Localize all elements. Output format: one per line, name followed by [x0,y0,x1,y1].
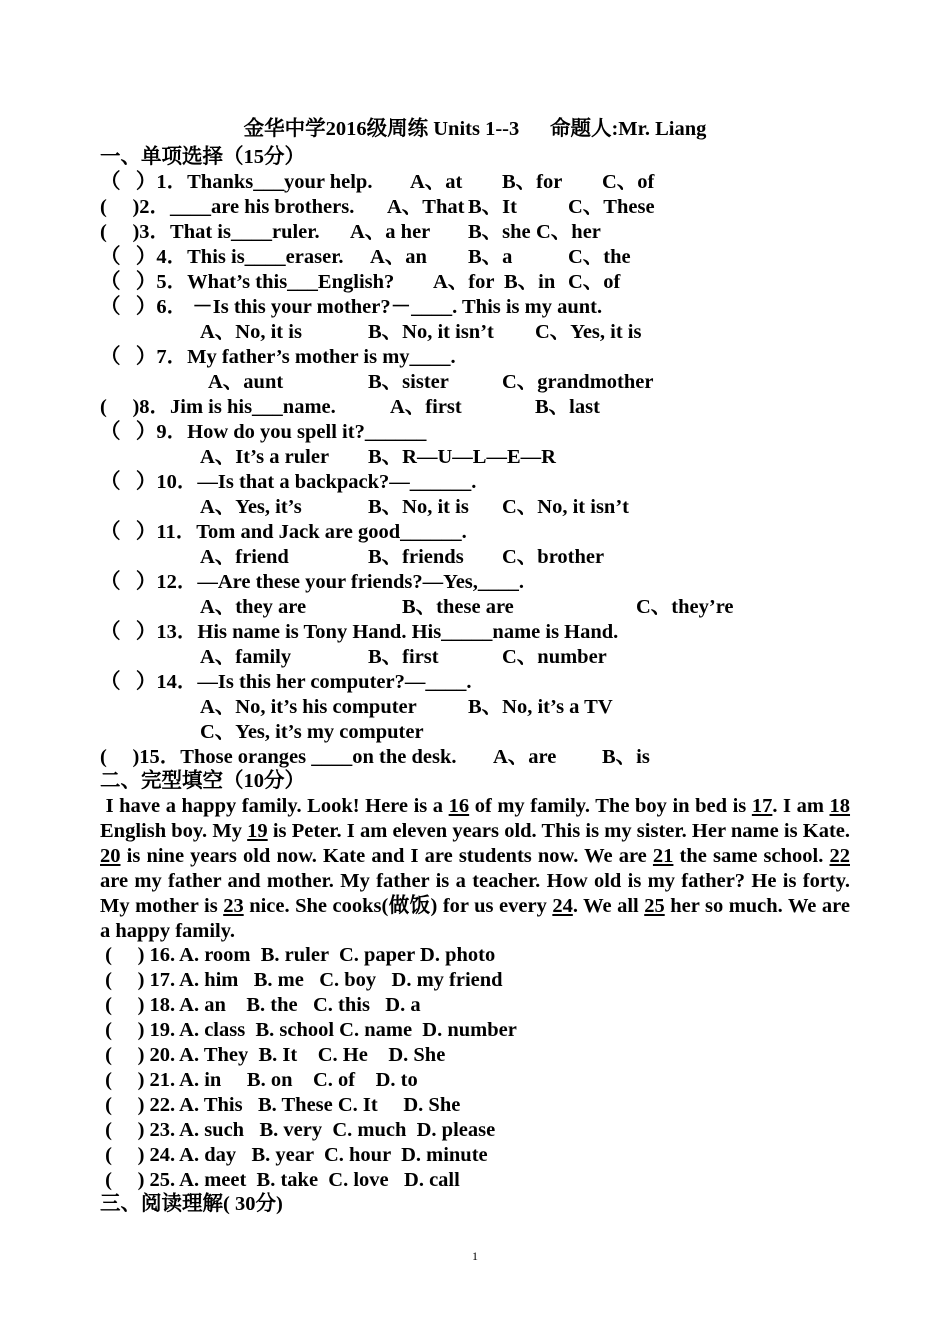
option-b: B、It [468,196,517,218]
question-6 [100,295,603,320]
option-a: A、No, it’s his computer [200,696,417,718]
blank-number: 25 [644,894,665,917]
question-14 [100,670,472,695]
section2-heading: 二、完型填空（10分） [100,770,305,792]
option-b: B、these are [402,596,514,618]
option-b: B、is [602,746,650,768]
blank-number: 18 [829,795,851,817]
option-a: A、It’s a ruler [200,446,330,468]
page-title: 金华中学2016级周练 Units 1--3 命题人:Mr. Liang [243,118,707,140]
option-a: A、an [370,246,427,268]
cloze-question-19: ( ) 19. A. class B. school C. name D. number [100,1019,517,1041]
blank-number: 16 [448,795,470,817]
question-stem: ( )8．Jim is his___name. [100,396,336,418]
question-stem: （ ）12．—Are these your friends?—Yes,____. [100,571,525,593]
question-11-options [100,545,605,570]
passage-text: . I am [772,795,830,817]
question-stem: （ ）13．His name is Tony Hand. His_____name is Hand. [100,621,619,643]
question-14-options [100,695,613,720]
question-stem: （ ）6． －Is this your mother?－____. This is my aunt. [100,296,603,318]
question-stem: ( )15．Those oranges ____on the desk. [100,746,457,768]
option-a: A、for [433,271,495,293]
passage-text: her so much. We are a happy family. [100,894,850,942]
question-1 [100,170,655,195]
question-2 [100,195,655,220]
option-b: B、she [468,221,531,243]
blank-number: 23 [223,894,244,917]
option-a: A、first [390,396,462,418]
passage-text: the same school. [673,844,830,867]
cloze-question-17: ( ) 17. A. him B. me C. boy D. my friend [100,969,503,991]
question-3 [100,220,601,245]
question-6-options [100,320,642,345]
cloze-question-20: ( ) 20. A. They B. It C. He D. She [100,1044,446,1066]
passage-text: are my father and mother. My father is a teacher. How old is my father? He is forty. My mother is [100,869,850,917]
question-stem: （ ）4．This is____eraser. [100,246,344,268]
option-c: C、her [536,221,601,243]
blank-number: 21 [652,844,674,867]
passage-text: nice. She cooks(做饭) for us every [243,894,553,917]
option-b: B、sister [368,371,449,393]
option-b: B、first [368,646,439,668]
question-stem: （ ）11．Tom and Jack are good______. [100,521,467,543]
question-stem: ( )3．That is____ruler. [100,221,320,243]
question-7 [100,345,456,370]
option-a: A、Yes, it’s [200,496,302,518]
option-a: A、a her [350,221,431,243]
cloze-question-22: ( ) 22. A. This B. These C. It D. She [100,1094,461,1116]
cloze-question-16: ( ) 16. A. room B. ruler C. paper D. photo [100,944,496,966]
page-number: 1 [472,1249,478,1263]
passage-text: is Peter. I am eleven years old. This is my sister. Her name is Kate. [267,819,850,842]
blank-number: 17 [751,795,773,817]
question-13-options [100,645,607,670]
option-c: C、grandmother [502,371,654,393]
question-8 [100,395,600,420]
option-a: A、they are [200,596,307,618]
blank-number: 19 [247,819,268,842]
option-c: C、Yes, it’s my computer [200,721,424,743]
question-stem: （ ）10．—Is that a backpack?—______. [100,471,477,493]
option-a: A、No, it is [200,321,302,343]
option-b: B、R—U—L—E—R [368,446,556,468]
question-4 [100,245,631,270]
question-9-options [100,445,556,470]
option-a: A、at [410,171,463,193]
option-a: A、family [200,646,292,668]
question-7-options [100,370,654,395]
option-c: C、of [568,271,621,293]
question-9 [100,420,427,445]
question-stem: （ ）9．How do you spell it?______ [100,421,427,443]
cloze-question-18: ( ) 18. A. an B. the C. this D. a [100,994,421,1016]
blank-number: 24 [552,894,573,917]
option-c: C、Yes, it is [535,321,642,343]
passage-text: is nine years old now. Kate and I are students now. We are [120,844,653,867]
question-stem: （ ）7．My father’s mother is my____. [100,346,456,368]
option-b: B、for [502,171,563,193]
cloze-question-24: ( ) 24. A. day B. year C. hour D. minute [100,1144,488,1166]
cloze-question-25: ( ) 25. A. meet B. take C. love D. call [100,1169,460,1191]
option-b: B、friends [368,546,464,568]
question-10-options [100,495,629,520]
question-15 [100,745,650,770]
option-b: B、No, it is [368,496,469,518]
question-10 [100,470,477,495]
passage-text: I have a happy family. Look! Here is a [105,795,449,817]
option-a: A、friend [200,546,289,568]
passage-text: of my family. The boy in bed is [469,795,752,817]
option-c: C、the [568,246,631,268]
question-stem: （ ）1．Thanks___your help. [100,171,373,193]
option-c: C、brother [502,546,605,568]
question-stem: （ ）14．—Is this her computer?—____. [100,671,472,693]
question-11 [100,520,467,545]
question-14-options-2 [100,720,424,745]
option-b: B、last [535,396,600,418]
cloze-question-23: ( ) 23. A. such B. very C. much D. please [100,1119,496,1141]
option-c: C、they’re [636,596,734,618]
option-b: B、a [468,246,513,268]
question-13 [100,620,619,645]
option-c: C、These [568,196,655,218]
question-12-options [100,595,734,620]
question-stem: ( )2．____are his brothers. [100,196,355,218]
passage-text: English boy. My [100,819,248,842]
question-stem: （ ）5．What’s this___English? [100,271,395,293]
cloze-passage [100,794,850,943]
option-b: B、No, it’s a TV [468,696,613,718]
option-b: B、in [504,271,556,293]
option-c: C、of [602,171,655,193]
option-c: C、number [502,646,607,668]
question-5 [100,270,621,295]
cloze-question-21: ( ) 21. A. in B. on C. of D. to [100,1069,418,1091]
blank-number: 22 [829,844,850,867]
section3-heading: 三、阅读理解( 30分) [100,1193,283,1215]
question-12 [100,570,525,595]
option-b: B、No, it isn’t [368,321,494,343]
passage-text: . We all [572,894,645,917]
blank-number: 20 [100,844,121,867]
section1-heading: 一、单项选择（15分） [100,146,305,168]
option-a: A、That [387,196,465,218]
option-a: A、are [493,746,557,768]
option-a: A、aunt [208,371,284,393]
option-c: C、No, it isn’t [502,496,629,518]
